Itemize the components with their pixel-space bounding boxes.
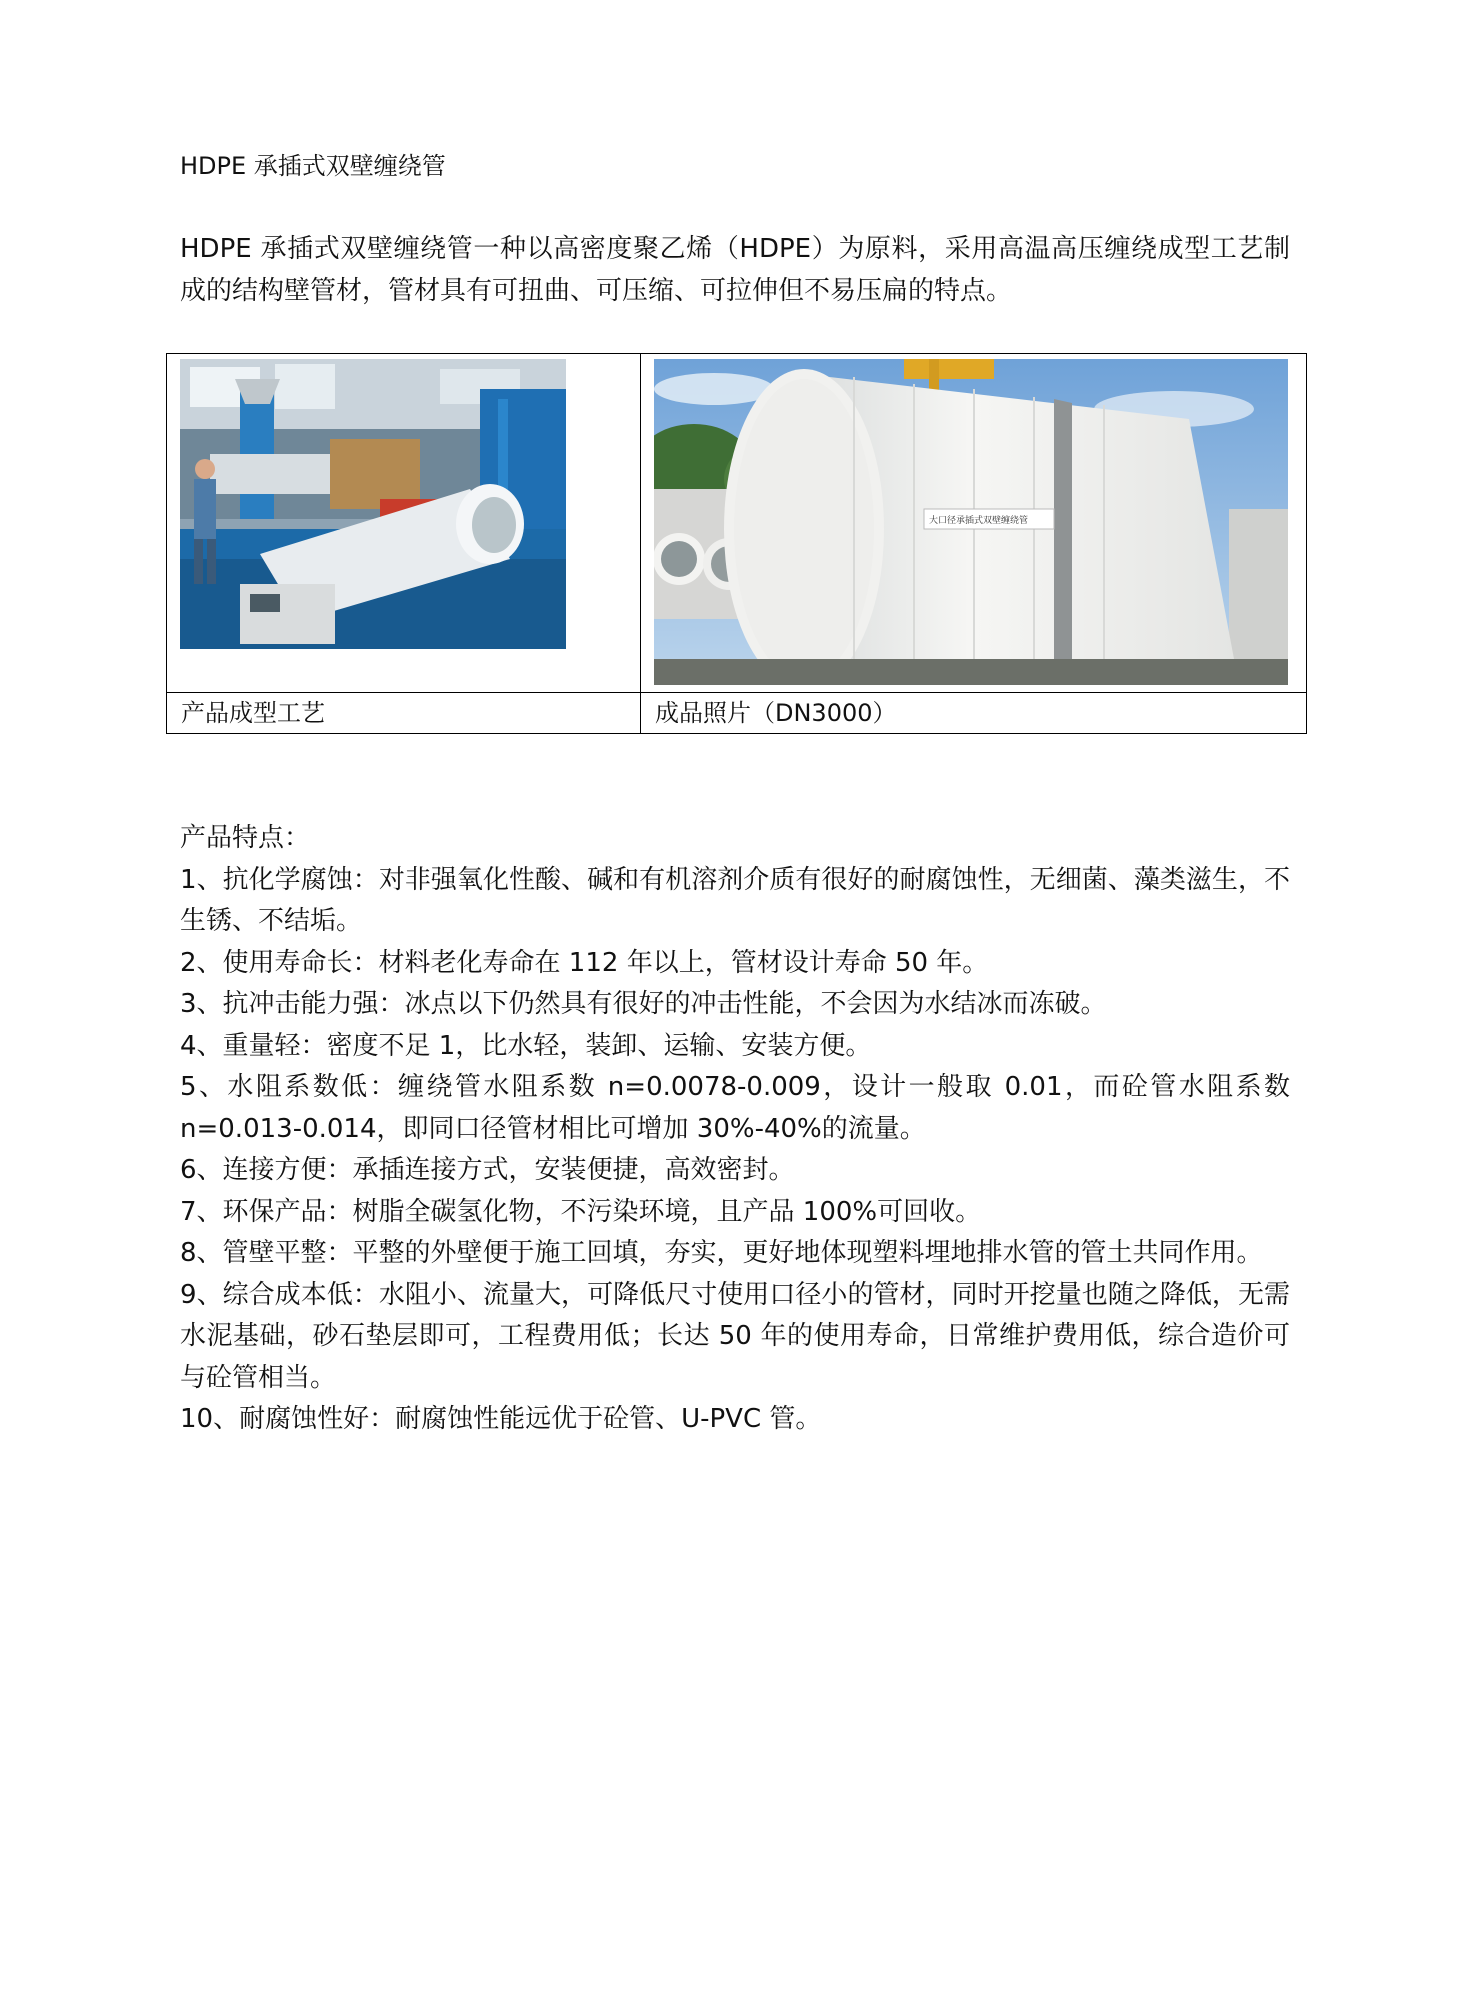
feature-item: 8、管壁平整：平整的外壁便于施工回填，夯实，更好地体现塑料埋地排水管的管土共同作用。 [180, 1238, 1263, 1268]
feature-item: 3、抗冲击能力强：冰点以下仍然具有很好的冲击性能，不会因为水结冰而冻破。 [180, 989, 1107, 1019]
features-heading: 产品特点： [180, 823, 311, 853]
finished-pipe-photo [654, 359, 1288, 685]
feature-item: 1、抗化学腐蚀：对非强氧化性酸、碱和有机溶剂介质有很好的耐腐蚀性，无细菌、藻类滋生，不生锈、不结垢。 [180, 864, 1290, 936]
intro-text: HDPE 承插式双壁缠绕管一种以高密度聚乙烯（HDPE）为原料，采用高温高压缠绕成型工艺制成的结构壁管材，管材具有可扭曲、可压缩、可拉伸但不易压扁的特点。 [180, 234, 1290, 306]
feature-item: 10、耐腐蚀性好：耐腐蚀性能远优于砼管、U-PVC 管。 [180, 1404, 822, 1434]
document-title: HDPE 承插式双壁缠绕管 [180, 152, 446, 180]
production-line-photo [180, 359, 566, 649]
features-section [180, 818, 1290, 1441]
feature-item: 2、使用寿命长：材料老化寿命在 112 年以上，管材设计寿命 50 年。 [180, 947, 989, 978]
feature-item: 5、水阻系数低：缠绕管水阻系数 n=0.0078-0.009，设计一般取 0.01，而砼管水阻系数 n=0.013-0.014，即同口径管材相比可增加 30%-40%的流量。 [180, 1072, 1290, 1144]
figure-caption-product: 成品照片（DN3000） [641, 693, 1307, 734]
figure-table [166, 353, 1307, 734]
figure-cell-process [167, 354, 641, 693]
figure-caption-process: 产品成型工艺 [167, 693, 641, 734]
feature-item: 4、重量轻：密度不足 1，比水轻，装卸、运输、安装方便。 [180, 1030, 872, 1061]
feature-item: 7、环保产品：树脂全碳氢化物，不污染环境，且产品 100%可回收。 [180, 1196, 982, 1227]
pipe-label-text: 大口径承插式双壁缠绕管 [929, 516, 1029, 526]
figure-cell-product [641, 354, 1307, 693]
feature-item: 9、综合成本低：水阻小、流量大，可降低尺寸使用口径小的管材，同时开挖量也随之降低，无需水泥基础，砂石垫层即可，工程费用低；长达 50 年的使用寿命，日常维护费用低，综合造价可与砼管相当。 [180, 1279, 1290, 1393]
intro-paragraph [180, 228, 1290, 312]
feature-item: 6、连接方便：承插连接方式，安装便捷，高效密封。 [180, 1155, 795, 1185]
